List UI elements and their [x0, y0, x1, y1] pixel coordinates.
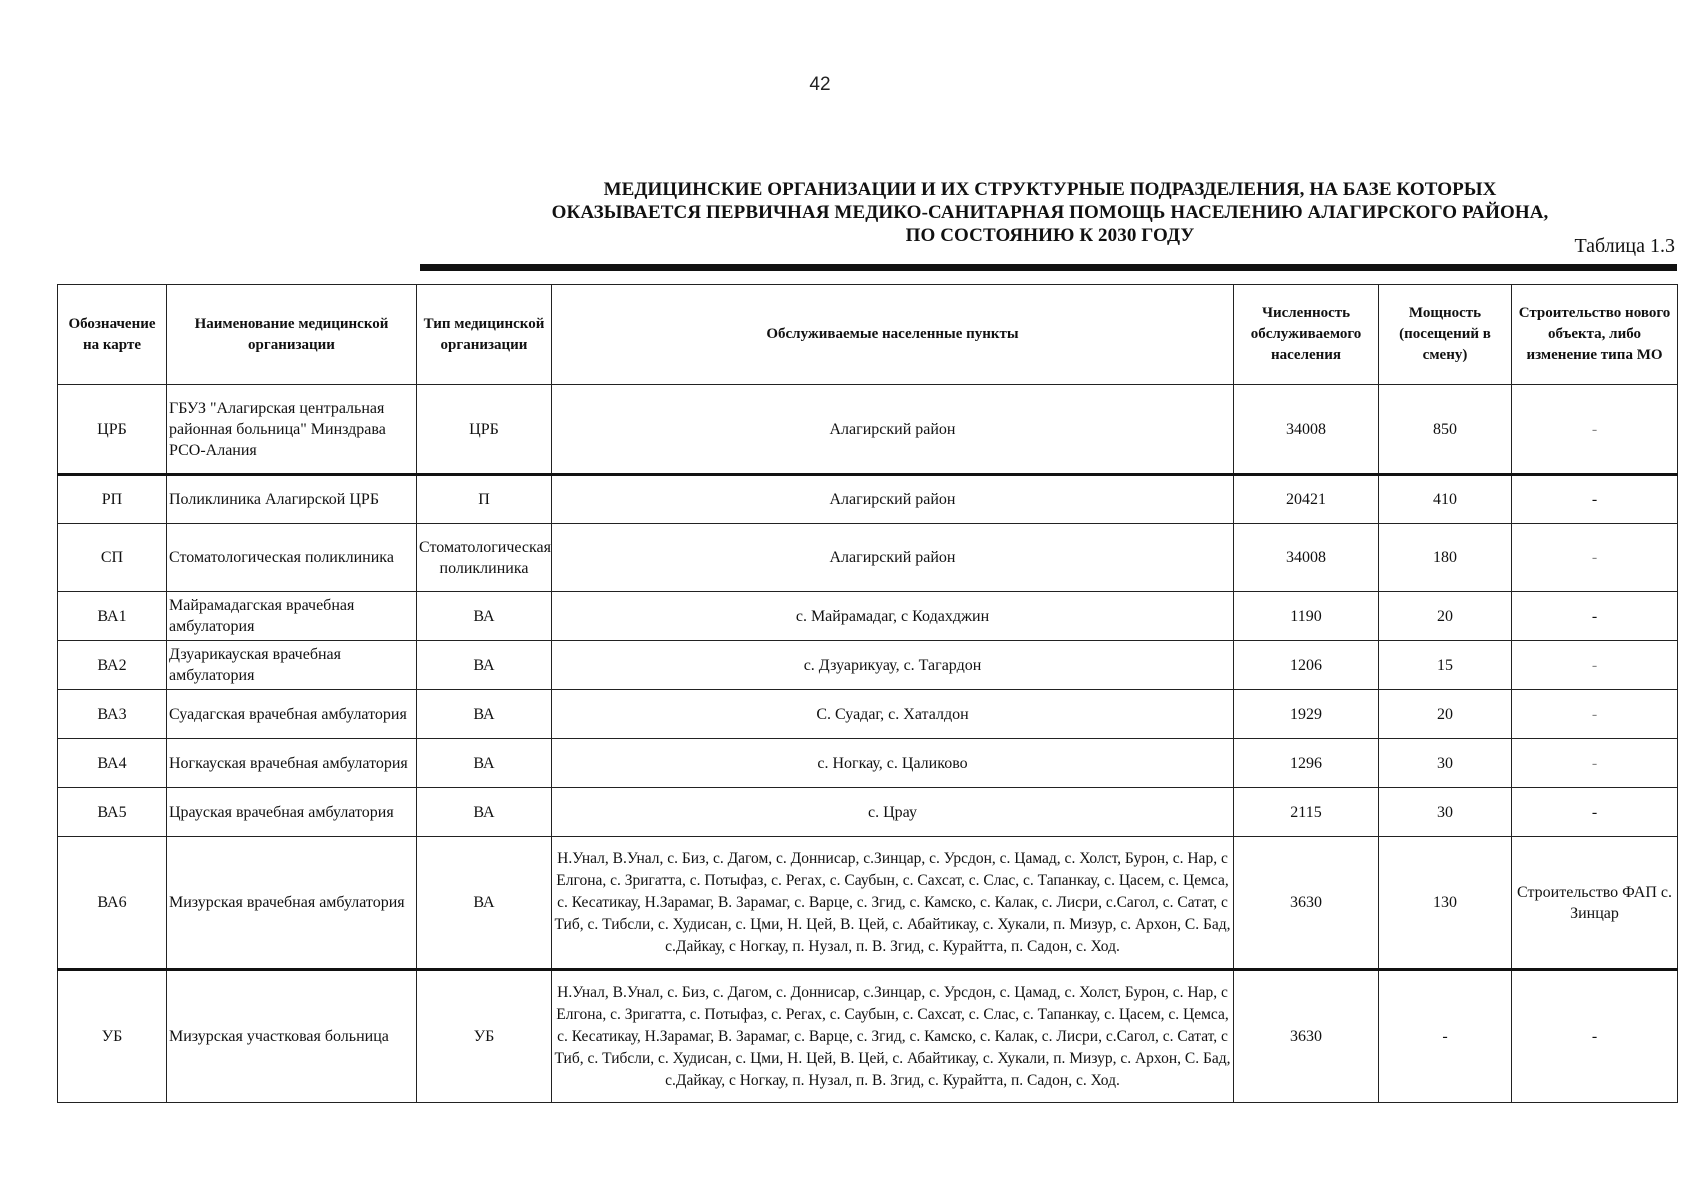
cell-name: Мизурская участковая больница	[167, 970, 417, 1103]
cell-construction: -	[1512, 641, 1678, 690]
table-row	[58, 690, 1678, 739]
cell-construction: -	[1512, 592, 1678, 641]
cell-capacity: 130	[1379, 837, 1512, 970]
cell-name: Црауская врачебная амбулатория	[167, 788, 417, 837]
table-row	[58, 739, 1678, 788]
cell-type: УБ	[417, 970, 552, 1103]
cell-places: с. Црау	[552, 788, 1234, 837]
cell-type: ВА	[417, 788, 552, 837]
cell-type: ВА	[417, 690, 552, 739]
cell-construction: -	[1512, 788, 1678, 837]
header-name: Наименование медицинской организации	[167, 285, 417, 385]
cell-type: ВА	[417, 641, 552, 690]
cell-places: Н.Унал, В.Унал, с. Биз, с. Дагом, с. Доннисар, с.Зинцар, с. Урсдон, с. Цамад, с. Холст, Бурон, с. Нар, с Елгона, с. Зригатта, с. Потыфаз, с. Регах, с. Саубын, с. Сахсат, с. Слас, с. Тапанкау, с. Цасем, с. Цемса, с. Кесатикау, Н.Зарамаг, В. Зарамаг, с. Варце, с. Згид, с. Камско, с. Калак, с. Лисри, с.Сагол, с. Сатат, с Тиб, с. Тибсли, с. Худисан, с. Цми, Н. Цей, В. Цей, с. Абайтикау, с. Хукали, п. Мизур, с. Архон, С. Бад, с.Дайкау, с Ногкау, п. Нузал, п. В. Згид, с. Курайтта, п. Садон, с. Ход.	[552, 837, 1234, 970]
cell-code: СП	[58, 524, 167, 592]
title-line-3: ПО СОСТОЯНИЮ К 2030 ГОДУ	[905, 225, 1195, 246]
cell-capacity: 850	[1379, 385, 1512, 475]
cell-population: 3630	[1234, 837, 1379, 970]
cell-construction: -	[1512, 970, 1678, 1103]
cell-type: ВА	[417, 739, 552, 788]
cell-places: С. Суадаг, с. Хаталдон	[552, 690, 1234, 739]
title-line-1: МЕДИЦИНСКИЕ ОРГАНИЗАЦИИ И ИХ СТРУКТУРНЫЕ ПОДРАЗДЕЛЕНИЯ, НА БАЗЕ КОТОРЫХ	[603, 179, 1497, 200]
header-construction: Строительство нового объекта, либо изменение типа МО	[1512, 285, 1678, 385]
cell-places: Алагирский район	[552, 385, 1234, 475]
cell-places: Н.Унал, В.Унал, с. Биз, с. Дагом, с. Доннисар, с.Зинцар, с. Урсдон, с. Цамад, с. Холст, Бурон, с. Нар, с Елгона, с. Зригатта, с. Потыфаз, с. Регах, с. Саубын, с. Сахсат, с. Слас, с. Тапанкау, с. Цасем, с. Цемса, с. Кесатикау, Н.Зарамаг, В. Зарамаг, с. Варце, с. Згид, с. Камско, с. Калак, с. Лисри, с.Сагол, с. Сатат, с Тиб, с. Тибсли, с. Худисан, с. Цми, Н. Цей, В. Цей, с. Абайтикау, с. Хукали, п. Мизур, с. Архон, С. Бад, с.Дайкау, с Ногкау, п. Нузал, п. В. Згид, с. Курайтта, п. Садон, с. Ход.	[552, 970, 1234, 1103]
cell-name: ГБУЗ "Алагирская центральная районная больница" Минздрава РСО-Алания	[167, 385, 417, 475]
cell-population: 2115	[1234, 788, 1379, 837]
table-header-row	[58, 285, 1678, 385]
cell-capacity: 30	[1379, 739, 1512, 788]
table-label: Таблица 1.3	[1574, 235, 1675, 257]
cell-code: ВА3	[58, 690, 167, 739]
cell-name: Суадагская врачебная амбулатория	[167, 690, 417, 739]
table-row	[58, 524, 1678, 592]
cell-type: ВА	[417, 837, 552, 970]
header-places: Обслуживаемые населенные пункты	[552, 285, 1234, 385]
cell-code: ВА1	[58, 592, 167, 641]
cell-code: УБ	[58, 970, 167, 1103]
cell-code: ВА6	[58, 837, 167, 970]
cell-capacity: 15	[1379, 641, 1512, 690]
cell-population: 1296	[1234, 739, 1379, 788]
cell-capacity: 410	[1379, 475, 1512, 524]
cell-name: Мизурская врачебная амбулатория	[167, 837, 417, 970]
table-row	[58, 970, 1678, 1103]
cell-population: 34008	[1234, 524, 1379, 592]
title-rule	[420, 264, 1677, 271]
cell-type: ЦРБ	[417, 385, 552, 475]
cell-construction: -	[1512, 690, 1678, 739]
cell-name: Дзуарикауская врачебная амбулатория	[167, 641, 417, 690]
table-row	[58, 592, 1678, 641]
cell-code: РП	[58, 475, 167, 524]
cell-capacity: 20	[1379, 690, 1512, 739]
cell-population: 1929	[1234, 690, 1379, 739]
cell-name: Стоматологическая поликлиника	[167, 524, 417, 592]
cell-population: 3630	[1234, 970, 1379, 1103]
header-capacity: Мощность (посещений в смену)	[1379, 285, 1512, 385]
cell-type: Стоматологическая поликлиника	[417, 524, 552, 592]
document-title	[420, 178, 1680, 247]
cell-name: Поликлиника Алагирской ЦРБ	[167, 475, 417, 524]
page-number: 42	[809, 74, 831, 95]
cell-code: ВА2	[58, 641, 167, 690]
cell-type: П	[417, 475, 552, 524]
table-row	[58, 641, 1678, 690]
table-row	[58, 837, 1678, 970]
cell-population: 1190	[1234, 592, 1379, 641]
cell-construction: -	[1512, 385, 1678, 475]
table-row	[58, 475, 1678, 524]
cell-capacity: -	[1379, 970, 1512, 1103]
cell-places: Алагирский район	[552, 475, 1234, 524]
cell-type: ВА	[417, 592, 552, 641]
header-type: Тип медицинской организации	[417, 285, 552, 385]
cell-capacity: 20	[1379, 592, 1512, 641]
header-population: Численность обслуживаемого населения	[1234, 285, 1379, 385]
cell-places: с. Майрамадаг, с Кодахджин	[552, 592, 1234, 641]
cell-construction: -	[1512, 739, 1678, 788]
cell-name: Ногкауская врачебная амбулатория	[167, 739, 417, 788]
cell-population: 20421	[1234, 475, 1379, 524]
cell-population: 34008	[1234, 385, 1379, 475]
cell-name: Майрамадагская врачебная амбулатория	[167, 592, 417, 641]
cell-code: ЦРБ	[58, 385, 167, 475]
cell-population: 1206	[1234, 641, 1379, 690]
title-line-2: ОКАЗЫВАЕТСЯ ПЕРВИЧНАЯ МЕДИКО-САНИТАРНАЯ ПОМОЩЬ НАСЕЛЕНИЮ АЛАГИРСКОГО РАЙОНА,	[551, 202, 1549, 223]
cell-places: Алагирский район	[552, 524, 1234, 592]
cell-code: ВА4	[58, 739, 167, 788]
cell-code: ВА5	[58, 788, 167, 837]
cell-capacity: 30	[1379, 788, 1512, 837]
cell-places: с. Ногкау, с. Цаликово	[552, 739, 1234, 788]
cell-construction: -	[1512, 524, 1678, 592]
medical-organizations-table	[57, 284, 1678, 1103]
cell-capacity: 180	[1379, 524, 1512, 592]
cell-construction: -	[1512, 475, 1678, 524]
table-row	[58, 788, 1678, 837]
table-row	[58, 385, 1678, 475]
header-code: Обозначение на карте	[58, 285, 167, 385]
cell-places: с. Дзуарикуау, с. Тагардон	[552, 641, 1234, 690]
cell-construction: Строительство ФАП с. Зинцар	[1512, 837, 1678, 970]
